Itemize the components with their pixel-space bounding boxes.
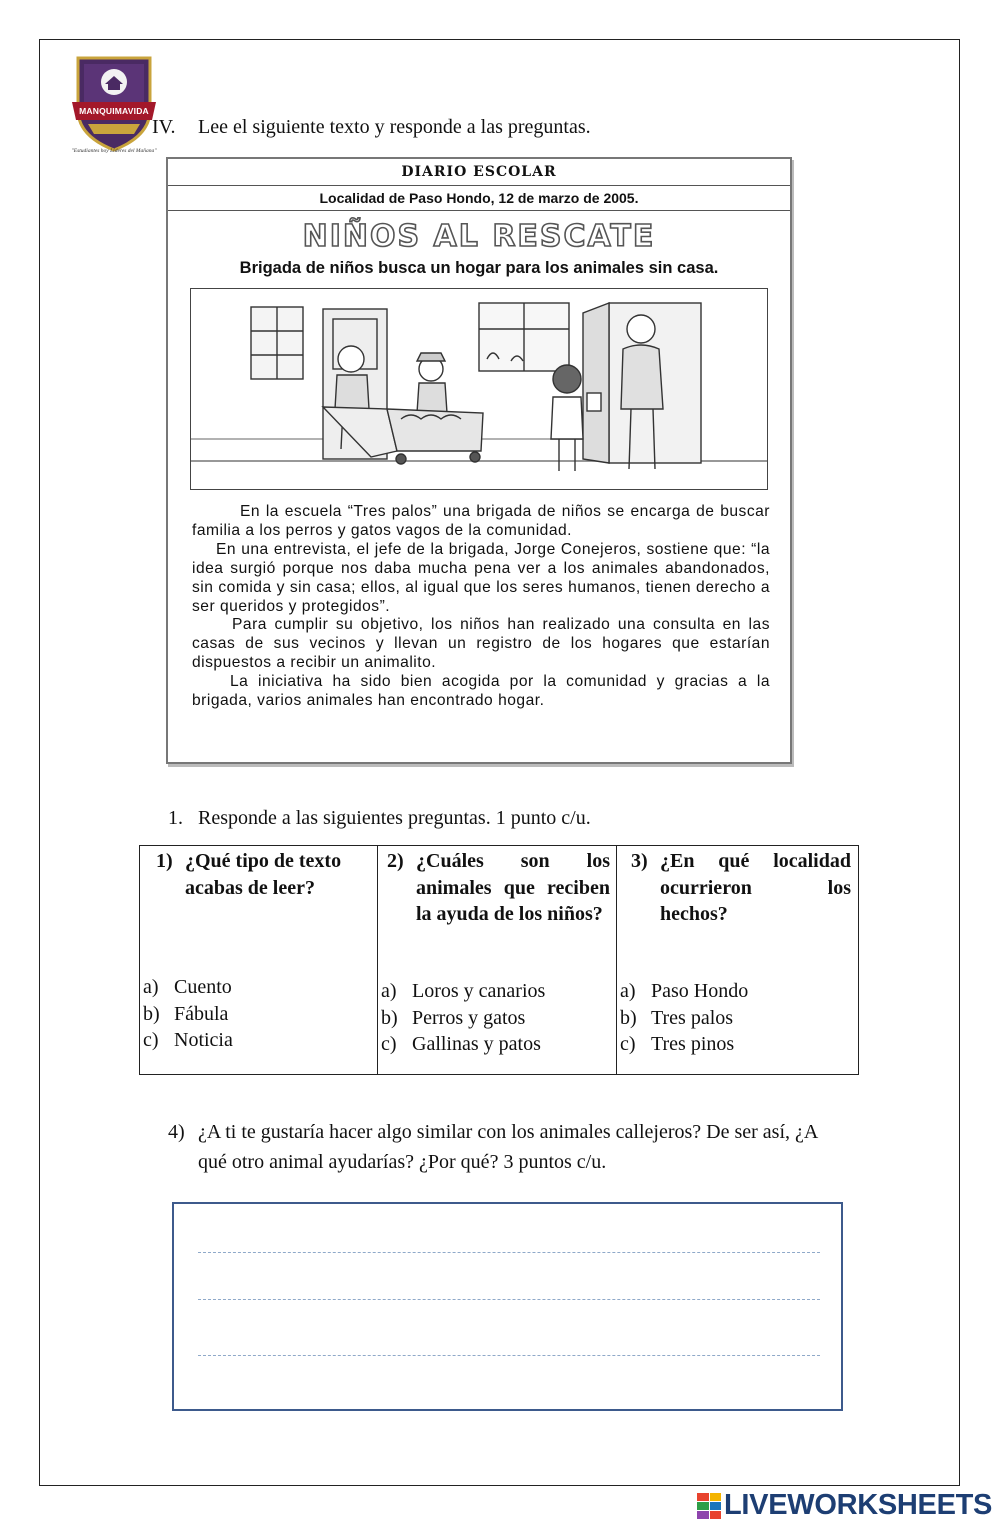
option-text: Gallinas y patos	[412, 1033, 541, 1055]
article-paragraph: En una entrevista, el jefe de la brigada, Jorge Conejeros, sostiene que: “la idea surgió porque nos daba mucha pena ver a los animales abandonados, sin comida y sin casa; ellos, al igual que los seres humanos, tienen derecho a ser queridos y protegidos”.	[192, 540, 770, 615]
section-number: IV.	[152, 116, 176, 138]
answer-options	[381, 978, 545, 1058]
option-letter: b)	[143, 1002, 160, 1025]
option-letter: a)	[620, 980, 636, 1002]
newspaper-dateline: Localidad de Paso Hondo, 12 de marzo de 2005.	[168, 186, 790, 211]
questions-instruction-text: Responde a las siguientes preguntas. 1 punto c/u.	[198, 807, 591, 829]
answer-line	[198, 1252, 820, 1253]
answer-option[interactable]	[381, 1031, 545, 1058]
questions-instruction	[168, 807, 591, 830]
answer-option[interactable]	[381, 978, 545, 1005]
option-text: Perros y gatos	[412, 1006, 526, 1029]
answer-option[interactable]	[143, 974, 233, 1001]
option-letter: a)	[143, 976, 159, 998]
liveworksheets-logo-icon	[697, 1493, 721, 1519]
section-instruction	[152, 116, 591, 139]
answer-line	[198, 1355, 820, 1356]
school-name: MANQUIMAVIDA	[79, 106, 149, 116]
answer-options	[620, 978, 748, 1058]
answer-option[interactable]	[381, 1005, 545, 1032]
answer-textbox[interactable]	[172, 1202, 843, 1411]
answer-options	[143, 974, 233, 1054]
question-text: ¿Qué tipo de texto acabas de leer?	[185, 850, 342, 899]
questions-section-number: 1.	[168, 807, 183, 829]
article-paragraph: La iniciativa ha sido bien acogida por la comunidad y gracias a la brigada, varios animales han encontrado hogar.	[192, 673, 770, 710]
question-number: 2)	[387, 850, 404, 872]
question-text: ¿Cuáles son los animales que reciben la ayuda de los niños?	[416, 850, 610, 925]
question-heading	[387, 848, 610, 928]
answer-option[interactable]	[620, 1031, 748, 1058]
option-text: Fábula	[174, 1002, 229, 1025]
open-question-number: 4)	[168, 1121, 185, 1143]
newspaper-headline: NIÑOS AL RESCATE	[302, 219, 656, 254]
option-letter: c)	[143, 1029, 159, 1051]
section-instruction-text: Lee el siguiente texto y responde a las preguntas.	[198, 116, 591, 138]
answer-option[interactable]	[143, 1001, 233, 1028]
question-cell	[377, 846, 616, 1074]
questions-table	[139, 845, 859, 1075]
option-text: Paso Hondo	[651, 980, 749, 1002]
option-text: Tres palos	[651, 1006, 734, 1029]
answer-line	[198, 1299, 820, 1300]
article-paragraph: Para cumplir su objetivo, los niños han realizado una consulta en las casas de sus vecinos y llevan un registro de los hogares que estarían dispuestos a recibir un animalito.	[192, 616, 770, 672]
option-text: Tres pinos	[651, 1033, 735, 1055]
question-number: 3)	[631, 850, 648, 872]
option-letter: b)	[381, 1006, 398, 1029]
option-letter: b)	[620, 1006, 637, 1029]
school-logo	[68, 52, 160, 160]
option-letter: c)	[620, 1033, 636, 1055]
liveworksheets-brand-text: LIVEWORKSHEETS	[724, 1489, 993, 1521]
open-question-text: ¿A ti te gustaría hacer algo similar con los animales callejeros? De ser así, ¿A qué otro animal ayudarías? ¿Por qué? 3 puntos c/u.	[198, 1121, 818, 1173]
article-body	[192, 503, 770, 711]
question-number: 1)	[156, 850, 173, 872]
newspaper-article	[166, 157, 792, 764]
newspaper-subheadline: Brigada de niños busca un hogar para los animales sin casa.	[239, 259, 719, 277]
question-cell	[140, 846, 377, 1074]
option-letter: a)	[381, 980, 397, 1002]
option-text: Cuento	[174, 976, 232, 998]
article-illustration	[190, 288, 768, 490]
article-paragraph: En la escuela “Tres palos” una brigada de niños se encarga de buscar familia a los perros y gatos vagos de la comunidad.	[192, 503, 770, 539]
answer-option[interactable]	[620, 978, 748, 1005]
school-crest-icon	[68, 52, 160, 152]
question-heading	[631, 848, 851, 928]
question-text: ¿En qué localidad ocurrieron los hechos?	[660, 850, 851, 925]
open-question	[168, 1117, 848, 1177]
option-text: Loros y canarios	[412, 980, 546, 1002]
question-heading	[156, 848, 370, 901]
option-text: Noticia	[174, 1029, 233, 1051]
option-letter: c)	[381, 1033, 397, 1055]
answer-option[interactable]	[143, 1027, 233, 1054]
liveworksheets-brand	[697, 1487, 992, 1524]
question-cell	[616, 846, 857, 1074]
answer-option[interactable]	[620, 1005, 748, 1032]
school-motto: "Estudiantes hoy Líderes del Mañana"	[71, 148, 157, 154]
newspaper-masthead: DIARIO ESCOLAR	[168, 159, 790, 186]
